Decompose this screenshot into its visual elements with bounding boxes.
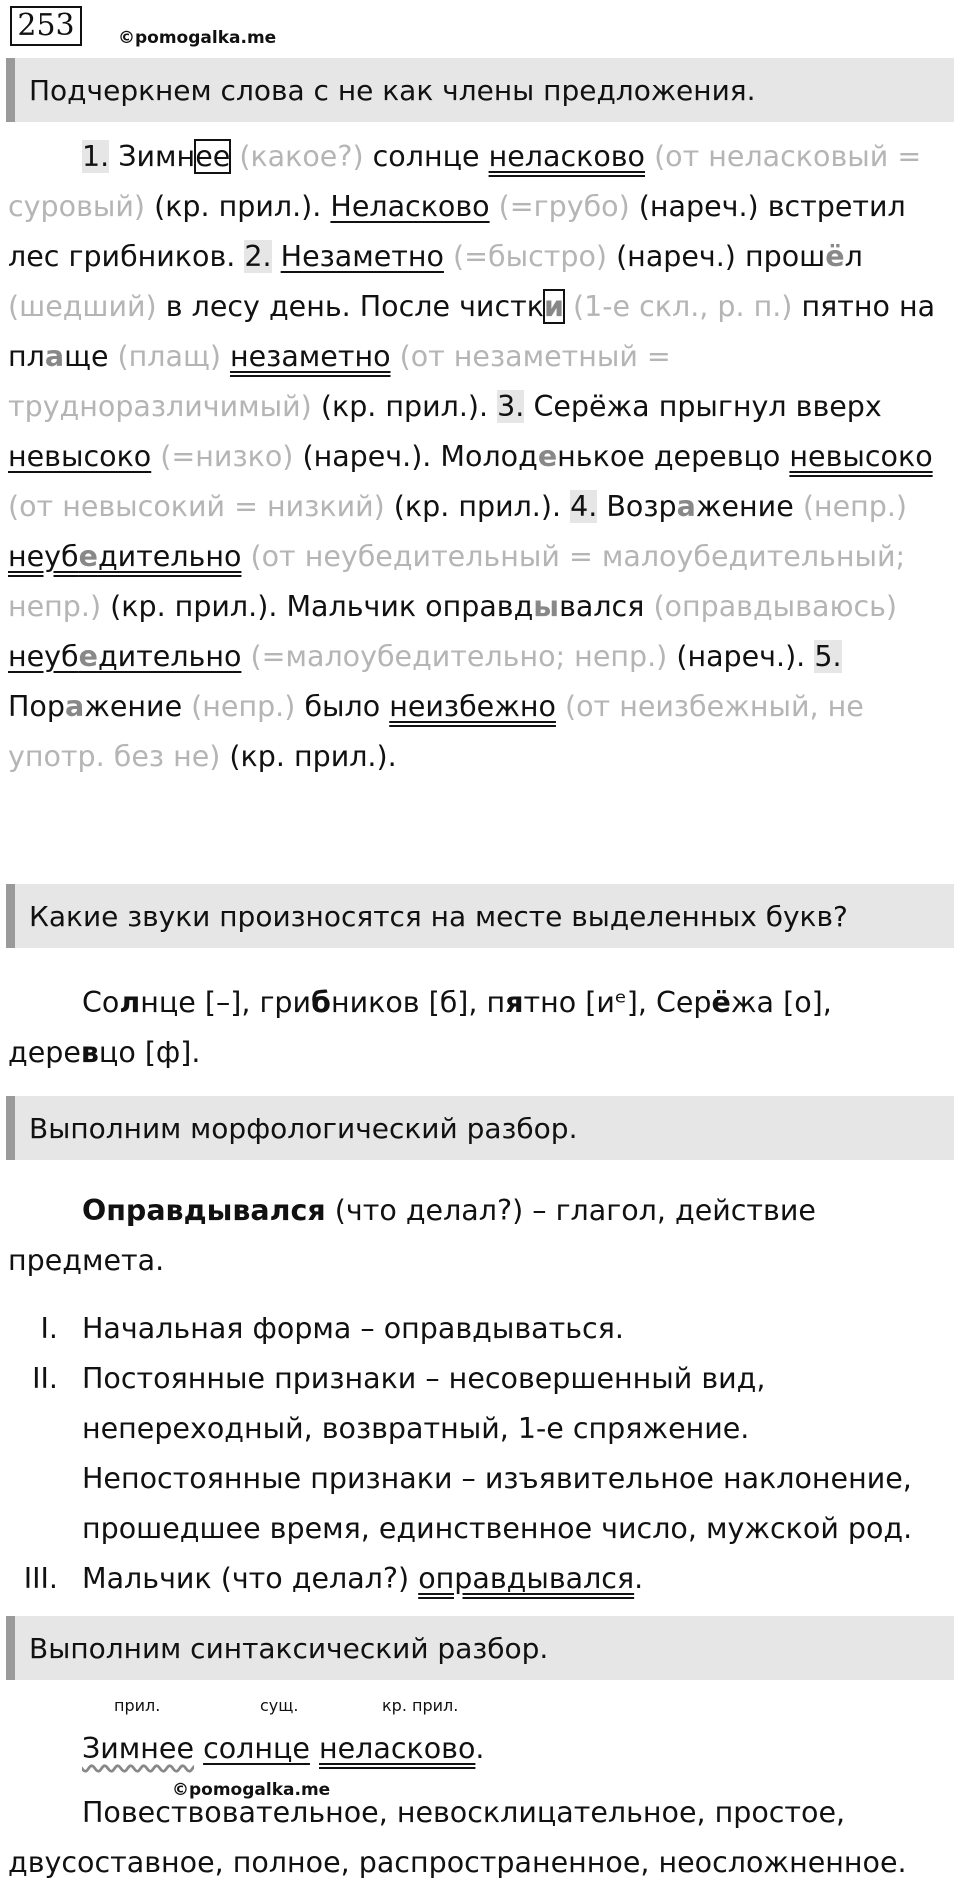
numeral: I. (40, 1312, 58, 1345)
text: пятно на пл (8, 290, 936, 373)
word-neubeditelno-part: неуб (8, 640, 79, 673)
note: (=низко) (160, 440, 294, 473)
text: Непостоянные признаки – изъявительное наклонение, прошедшее время, единственное число, мужской род. (82, 1462, 913, 1545)
label-adj: прил. (114, 1696, 161, 1715)
sounds-text (8, 978, 954, 1078)
highlight-letter: ё (825, 240, 845, 273)
bold-letter: ё (711, 986, 731, 1019)
text: вался (559, 590, 645, 623)
syntax-sentence (8, 1724, 954, 1774)
section-header-syntax (6, 1616, 954, 1680)
text: Пор (8, 690, 65, 723)
section-header-text: Выполним синтаксический разбор. (29, 1631, 549, 1665)
label-short-adj: кр. прил. (382, 1696, 459, 1715)
text: (нареч.). (676, 640, 806, 673)
word-neubeditelno-part: неуб (8, 540, 79, 573)
text: (нареч.) встретил лес грибников. (8, 190, 906, 273)
word-neubeditelno-part: дительно (97, 540, 242, 573)
syntax-description (8, 1788, 954, 1888)
highlight-letter: а (44, 340, 65, 373)
verb-bold: Оправдывался (82, 1194, 326, 1227)
list-item (8, 1454, 954, 1554)
highlight-letter: е (78, 640, 98, 673)
sentence-number: 2. (244, 240, 272, 273)
text: жение (84, 690, 183, 723)
note: (плащ) (117, 340, 221, 373)
text: Возр (606, 490, 677, 523)
note: (оправдываюсь) (653, 590, 898, 623)
note: (от неласковый = суровый) (8, 140, 922, 223)
text: в лесу день. После чистк (165, 290, 544, 323)
text: Серёжа прыгнул вверх (533, 390, 882, 423)
text: Со (82, 986, 120, 1019)
morphology-lead (8, 1186, 954, 1286)
highlight-letter: е (78, 540, 98, 573)
text: Постоянные признаки – несовершенный вид, непереходный, возвратный, 1-е спряжение. (82, 1362, 766, 1445)
text: оправд (425, 590, 534, 623)
numeral: II. (32, 1362, 58, 1395)
word-attribute: Зимнее (82, 1732, 194, 1765)
highlight-letter-boxed: и (543, 290, 564, 323)
note: (=малоубедительно; непр.) (250, 640, 668, 673)
note: (от неубедительный = малоубедительный; непр.) (8, 540, 906, 623)
word-nezametno-adjective: незаметно (230, 340, 391, 373)
note: (от неизбежный, не употр. без не) (8, 690, 864, 773)
word-neubeditelno-part: дительно (97, 640, 242, 673)
text: ще (64, 340, 109, 373)
note: (=быстро) (453, 240, 607, 273)
sentence-number: 5. (814, 640, 842, 673)
text: (нареч.) прош (616, 240, 826, 273)
list-item (8, 1354, 954, 1454)
list-item (8, 1304, 954, 1354)
word-nevysoko-adjective: невысоко (789, 440, 933, 473)
text: Повествовательное, невосклицательное, простое, двусоставное, полное, распространенное, неосложненное. (8, 1796, 907, 1879)
text: (кр. прил.). (320, 390, 489, 423)
text: . (634, 1562, 644, 1595)
text: цо [ф]. (98, 1036, 201, 1069)
text: . (475, 1732, 485, 1765)
text: солнце (372, 140, 480, 173)
note: (шедший) (8, 290, 157, 323)
highlight-letter: а (676, 490, 696, 523)
section-header-text: Подчеркнем слова с не как члены предложения. (29, 73, 756, 107)
sentence-number: 3. (497, 390, 525, 423)
word-neizbezhno: неизбежно (389, 690, 556, 723)
text: нце [–], гри (140, 986, 312, 1019)
section-header-text: Выполним морфологический разбор. (29, 1111, 578, 1145)
word-nelaskovo-adverb: Неласково (330, 190, 490, 223)
morphology-list (8, 1304, 954, 1604)
exercise-text (8, 132, 954, 782)
word-nevysoko-adverb: невысоко (8, 440, 152, 473)
section-header-underline (6, 58, 954, 122)
text: (что делал?) – глагол, действие предмета. (8, 1194, 816, 1277)
list-item (8, 1554, 954, 1604)
highlight-letter: е (537, 440, 558, 473)
text: ников [б], п (330, 986, 506, 1019)
section-header-sounds (6, 884, 954, 948)
word-subject: солнце (203, 1732, 310, 1765)
label-noun: сущ. (260, 1696, 299, 1715)
bold-letter: я (505, 986, 524, 1019)
word-predicate: неласково (319, 1732, 476, 1765)
word-nelaskovo: неласково (488, 140, 645, 173)
word-nezametno-adverb: Незаметно (280, 240, 444, 273)
note: (непр.) (802, 490, 908, 523)
watermark-bottom: ©pomogalka.me (172, 1780, 331, 1800)
section-header-morphology (6, 1096, 954, 1160)
word-zimnee-part: Зимн (118, 140, 196, 173)
text: (кр. прил.). (393, 490, 562, 523)
note: (от невысокий = низкий) (8, 490, 385, 523)
text: л (844, 240, 863, 273)
text: тно [иᵉ], Сер (523, 986, 712, 1019)
predicate-underlined: оправдывался (418, 1562, 635, 1595)
section-header-text: Какие звуки произносятся на месте выделенных букв? (29, 899, 848, 933)
note: (=грубо) (498, 190, 630, 223)
text: жение (695, 490, 794, 523)
note: (от незаметный = трудноразличимый) (8, 340, 671, 423)
bold-letter: в (80, 1036, 99, 1069)
word-zimnee-ending: ее (195, 140, 231, 173)
text: (кр. прил.). (154, 190, 322, 223)
text: было (304, 690, 381, 723)
exercise-number: 253 (10, 6, 82, 46)
note: (1-е скл., р. п.) (572, 290, 793, 323)
text: нькое деревцо (557, 440, 781, 473)
text: (кр. прил.). Мальчик (110, 590, 417, 623)
watermark-top: ©pomogalka.me (118, 28, 277, 48)
text: Мальчик (что делал?) (82, 1562, 410, 1595)
numeral: III. (23, 1562, 58, 1595)
text: (нареч.). Молод (302, 440, 538, 473)
note: (непр.) (191, 690, 296, 723)
highlight-letter: ы (533, 590, 560, 623)
note: (какое?) (239, 140, 364, 173)
text: (кр. прил.). (229, 740, 397, 773)
text: жа [о], дере (8, 986, 832, 1069)
highlight-letter: а (64, 690, 85, 723)
sentence-number: 4. (570, 490, 598, 523)
bold-letter: л (119, 986, 141, 1019)
sentence-number: 1. (82, 140, 110, 173)
text: Начальная форма – оправдываться. (82, 1312, 624, 1345)
bold-letter: б (311, 986, 331, 1019)
